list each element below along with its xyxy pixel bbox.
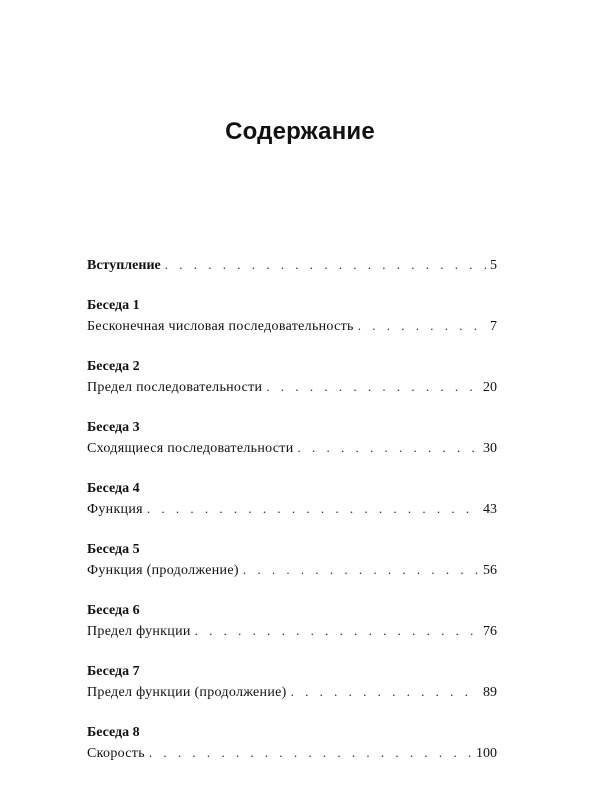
page-number: 7 <box>490 319 497 334</box>
page-number: 76 <box>483 624 497 639</box>
toc-entry <box>87 317 497 335</box>
page-number: 100 <box>476 746 497 761</box>
page-number: 43 <box>483 502 497 517</box>
dot-leader <box>195 622 479 640</box>
entry-title: Функция (продолжение) <box>87 563 239 578</box>
page-number: 89 <box>483 685 497 700</box>
page-title: Содержание <box>225 118 375 145</box>
dot-leader <box>243 561 479 579</box>
toc-entry <box>87 683 497 701</box>
page-number: 30 <box>483 441 497 456</box>
table-of-contents <box>87 256 497 786</box>
section-heading: Беседа 1 <box>87 298 140 313</box>
toc-section-4[interactable] <box>87 481 497 518</box>
dot-leader <box>149 744 472 762</box>
entry-title: Скорость <box>87 746 145 761</box>
toc-entry <box>87 561 497 579</box>
page-number: 20 <box>483 380 497 395</box>
dot-leader <box>266 378 479 396</box>
section-heading: Беседа 4 <box>87 481 140 496</box>
dot-leader <box>165 256 486 274</box>
toc-section-3[interactable] <box>87 420 497 457</box>
toc-entry <box>87 744 497 762</box>
dot-leader <box>291 683 479 701</box>
toc-section-6[interactable] <box>87 603 497 640</box>
page-number: 5 <box>490 258 497 273</box>
toc-section-2[interactable] <box>87 359 497 396</box>
dot-leader <box>147 500 479 518</box>
toc-entry <box>87 622 497 640</box>
toc-entry <box>87 439 497 457</box>
toc-section-1[interactable] <box>87 298 497 335</box>
page-number: 56 <box>483 563 497 578</box>
entry-title: Функция <box>87 502 143 517</box>
dot-leader <box>358 317 486 335</box>
dot-leader <box>298 439 480 457</box>
entry-title: Сходящиеся последовательности <box>87 441 294 456</box>
entry-title: Предел последовательности <box>87 380 263 395</box>
entry-title: Бесконечная числовая последовательность <box>87 319 354 334</box>
section-heading: Беседа 8 <box>87 725 140 740</box>
toc-section-8[interactable] <box>87 725 497 762</box>
toc-section-7[interactable] <box>87 664 497 701</box>
toc-section-5[interactable] <box>87 542 497 579</box>
section-heading: Беседа 7 <box>87 664 140 679</box>
intro-label: Вступление <box>87 258 161 273</box>
section-heading: Беседа 3 <box>87 420 140 435</box>
toc-entry <box>87 500 497 518</box>
toc-entry <box>87 378 497 396</box>
section-heading: Беседа 2 <box>87 359 140 374</box>
toc-entry-intro[interactable] <box>87 256 497 274</box>
entry-title: Предел функции <box>87 624 191 639</box>
entry-title: Предел функции (продолжение) <box>87 685 287 700</box>
section-heading: Беседа 5 <box>87 542 140 557</box>
section-heading: Беседа 6 <box>87 603 140 618</box>
